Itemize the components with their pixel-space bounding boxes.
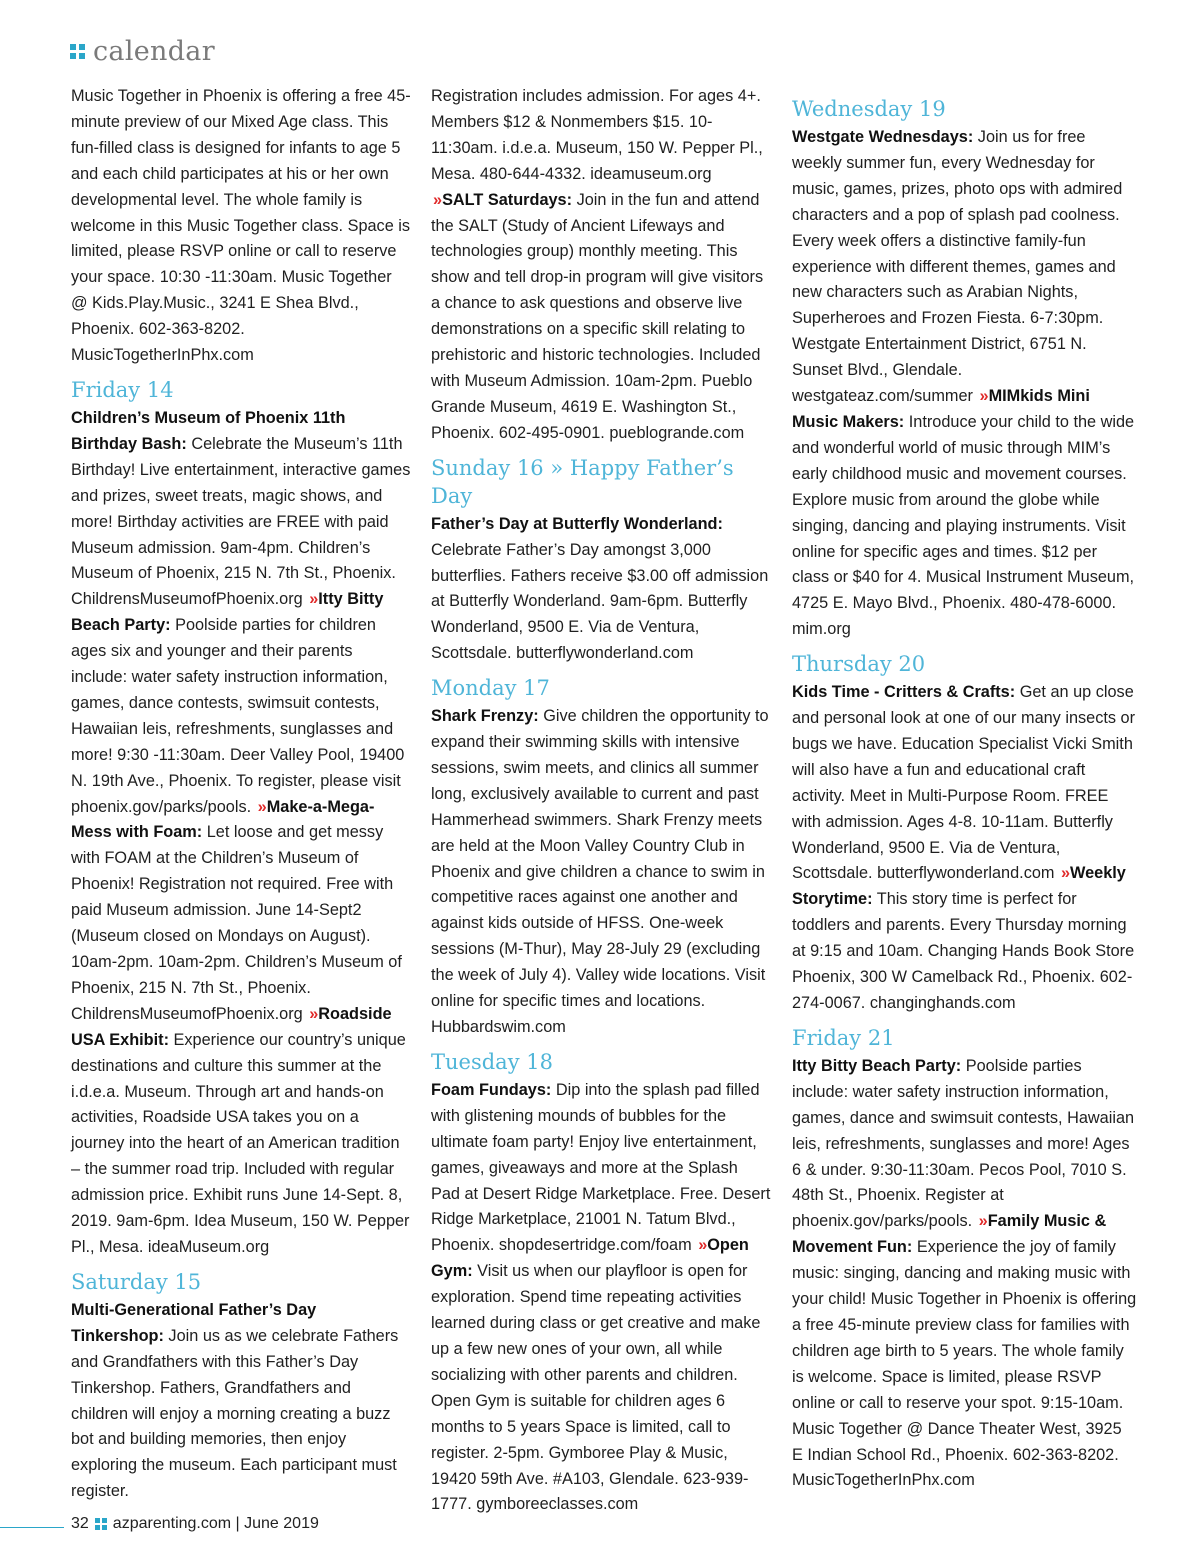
event-title: Kids Time - Critters & Crafts:	[792, 683, 1016, 702]
event-description: This story time is perfect for toddlers and parents. Every Thursday morning at 9:15 and 10am. Changing Hands Book Store Phoenix, 300 W Camelback Rd., Phoenix. 602-274-0067. changinghands.com	[792, 890, 1135, 1012]
event-description: Give children the opportunity to expand their swimming skills with intensive sessions, swim meets, and clinics all summer long, exclusively available to current and past Hammerhead swimmers. Shark Frenzy meets are held at the Moon Valley Country Club in Phoenix and give children a chance to swim in competitive races against one another and against kids outside of HFSS. One-week sessions (M-Thur), May 28-July 29 (excluding the week of July 4). Valley wide locations. Visit online for specific times and locations. Hubbardswim.com	[431, 707, 769, 1036]
page-number: 32	[71, 1515, 89, 1532]
event-title: MIMkids Mini Music Makers:	[792, 387, 1090, 431]
section-title: calendar	[93, 36, 215, 67]
footer-rule	[0, 1527, 64, 1528]
event-description: Experience the joy of family music: singing, dancing and making music with your child! Music Together in Phoenix is offering a free 45-minute preview class for families with children age birth to 5 years. The whole family is welcome. Space is limited, please RSVP online or call to reserve your spot. 9:15-10am. Music Together @ Dance Theater West, 3925 E Indian School Rd., Phoenix. 602-363-8202. MusicTogetherInPhx.com	[792, 1238, 1137, 1490]
event-description: Let loose and get messy with FOAM at the Children’s Museum of Phoenix! Registration not required. Free with paid Museum admission. June 14-Sept2 (Museum closed on Mondays on August). 10am-2pm. 10am-2pm. Children’s Museum of Phoenix, 215 N. 7th St., Phoenix. ChildrensMuseumofPhoenix.org	[71, 823, 402, 1023]
event-title: Children’s Museum of Phoenix 11th Birthday Bash:	[71, 408, 346, 453]
event-title: Open Gym:	[431, 1236, 749, 1281]
event-title: Itty Bitty Beach Party:	[71, 590, 384, 635]
event-description: Join us for free weekly summer fun, every Wednesday for music, games, prizes, photo ops with admired characters and a pop of splash pad coolness. Every week offers a distinctive family-fun experience with different themes, games and new characters such as Arabian Nights, Superheroes and Frozen Fiesta. 6-7:30pm. Westgate Entertainment District, 6751 N. Sunset Blvd., Glendale. westgateaz.com/summer	[792, 128, 1123, 406]
event-paragraph	[431, 188, 771, 447]
event-title: Itty Bitty Beach Party:	[792, 1056, 962, 1075]
publication-info: azparenting.com | June 2019	[112, 1515, 319, 1532]
event-paragraph	[792, 1054, 1137, 1494]
day-heading: Saturday 15	[71, 1269, 202, 1294]
day-heading: Sunday 16 » Happy Father’s Day	[431, 455, 734, 508]
separator-arrow-icon: »	[978, 1212, 988, 1231]
column-1	[71, 84, 411, 1505]
page-header	[70, 36, 215, 67]
footer-text	[71, 1515, 319, 1533]
event-description: Get an up close and personal look at one of our many insects or bugs we have. Education Specialist Vicki Smith will also have a fun and educational craft activity. Meet in Multi-Purpose Room. FREE with admission. Ages 4-8. 10-11am. Butterfly Wonderland, 9500 E. Via de Ventura, Scottsdale. butterflywonderland.com	[792, 683, 1136, 883]
event-paragraph	[71, 1298, 411, 1505]
event-title: Father’s Day at Butterfly Wonderland:	[431, 514, 723, 533]
event-title: Shark Frenzy:	[431, 707, 539, 726]
event-description: Experience our country’s unique destinations and culture this summer at the i.d.e.a. Museum. Through art and hands-on activities, Roadside USA takes you on a journey into the heart of an American tradition – the summer road trip. Included with regular admission price. Exhibit runs June 14-Sept. 8, 2019. 9am-6pm. Idea Museum, 150 W. Pepper Pl., Mesa. ideaMuseum.org	[71, 1030, 410, 1256]
column-3	[792, 88, 1137, 1494]
day-heading: Monday 17	[431, 676, 550, 701]
event-title: Make-a-Mega-Mess with Foam:	[71, 797, 375, 842]
event-title: Family Music & Movement Fun:	[792, 1212, 1107, 1257]
event-description: Dip into the splash pad filled with glistening mounds of bubbles for the ultimate foam party! Enjoy live entertainment, games, giveaways and more at the Splash Pad at Desert Ridge Marketplace. Free. Desert Ridge Marketplace, 21001 N. Tatum Blvd., Phoenix. shopdesertridge.com/foam	[431, 1080, 771, 1255]
separator-arrow-icon: »	[979, 387, 989, 406]
event-paragraph	[792, 680, 1137, 1017]
day-heading: Thursday 20	[792, 652, 926, 677]
event-paragraph	[792, 125, 1137, 643]
continued-text: Registration includes admission. For ages 4+. Members $12 & Nonmembers $15. 10-11:30am. i.d.e.a. Museum, 150 W. Pepper Pl., Mesa. 480-644-4332. ideamuseum.org	[431, 87, 763, 183]
event-title: Roadside USA Exhibit:	[71, 1004, 392, 1049]
day-heading: Friday 14	[71, 377, 174, 402]
event-description: Poolside parties include: water safety instruction information, games, dance and swimsuit contests, Hawaiian leis, refreshments, sunglasses and more! Ages 6 & under. 9:30-11:30am. Pecos Pool, 7010 S. 48th St., Phoenix. Register at phoenix.gov/parks/pools.	[792, 1056, 1135, 1231]
event-title: Multi-Generational Father’s Day Tinkershop:	[71, 1300, 317, 1345]
day-heading: Friday 21	[792, 1025, 895, 1050]
day-heading: Tuesday 18	[431, 1049, 553, 1074]
separator-arrow-icon: »	[433, 190, 443, 209]
event-description: Join us as we celebrate Fathers and Grandfathers with this Father’s Day Tinkershop. Fathers, Grandfathers and children will enjoy a morning creating a buzz bot and building memories, then enjoy exploring the museum. Each participant must register.	[71, 1326, 399, 1501]
day-heading: Wednesday 19	[792, 97, 946, 121]
continued-text: Music Together in Phoenix is offering a free 45-minute preview of our Mixed Age class. This fun-filled class is designed for infants to age 5 and each child participates at his or her own developmental level. The whole family is welcome in this Music Together class. Space is limited, please RSVP online or call to reserve your space. 10:30 -11:30am. Music Together @ Kids.Play.Music., 3241 E Shea Blvd., Phoenix. 602-363-8202. MusicTogetherInPhx.com	[71, 87, 411, 365]
column-2	[431, 84, 771, 1518]
grid-dots-icon	[70, 44, 85, 59]
separator-arrow-icon: »	[1060, 864, 1071, 883]
separator-arrow-icon: »	[309, 1004, 319, 1023]
event-paragraph	[431, 1078, 771, 1518]
separator-arrow-icon: »	[698, 1236, 708, 1255]
event-title: Westgate Wednesdays:	[792, 128, 974, 146]
event-description: Celebrate Father’s Day amongst 3,000 butterflies. Fathers receive $3.00 off admission at Butterfly Wonderland. 9am-6pm. Butterfly Wonderland, 9500 E. Via de Ventura, Scottsdale. butterflywonderland.com	[431, 540, 769, 663]
page-footer	[0, 1508, 1200, 1548]
separator-arrow-icon: »	[309, 590, 319, 609]
event-title: Foam Fundays:	[431, 1080, 552, 1099]
separator-arrow-icon: »	[257, 797, 267, 816]
grid-dots-icon	[95, 1518, 107, 1530]
event-description: Poolside parties for children ages six and younger and their parents include: water safety instruction information, games, dance contests, swimsuit contests, Hawaiian leis, refreshments, sunglasses and more! 9:30 -11:30am. Deer Valley Pool, 19400 N. 19th Ave., Phoenix. To register, please visit phoenix.gov/parks/pools.	[71, 616, 405, 816]
event-description: Celebrate the Museum’s 11th Birthday! Live entertainment, interactive games and prizes, sweet treats, magic shows, and more! Birthday activities are FREE with paid Museum admission. 9am-4pm. Children’s Museum of Phoenix, 215 N. 7th St., Phoenix. ChildrensMuseumofPhoenix.org	[71, 434, 411, 609]
event-paragraph	[71, 406, 411, 1261]
event-title: SALT Saturdays:	[442, 190, 573, 209]
event-title: Weekly Storytime:	[792, 864, 1126, 909]
event-description: Join in the fun and attend the SALT (Study of Ancient Lifeways and technologies group) monthly meeting. This show and tell drop-in program will give visitors a chance to ask questions and observe live demonstrations on a specific skill relating to prehistoric and historic technologies. Included with Museum Admission. 10am-2pm. Pueblo Grande Museum, 4619 E. Washington St., Phoenix. 602-495-0901. pueblogrande.com	[431, 190, 764, 442]
event-paragraph	[431, 704, 771, 1041]
event-description: Introduce your child to the wide and wonderful world of music through MIM’s early childhood music and movement courses. Explore music from around the globe while singing, dancing and playing instruments. Visit online for specific ages and times. $12 per class or $40 for 4. Musical Instrument Museum, 4725 E. Mayo Blvd., Phoenix. 480-478-6000. mim.org	[792, 412, 1135, 639]
event-description: Visit us when our playfloor is open for exploration. Spend time repeating activities learned during class or get creative and make up a few new ones of your own, all while socializing with other parents and children. Open Gym is suitable for children ages 6 months to 5 years Space is limited, call to register. 2-5pm. Gymboree Play & Music, 19420 59th Ave. #A103, Glendale. 623-939-1777. gymboreeclasses.com	[431, 1262, 761, 1514]
event-paragraph	[431, 512, 771, 667]
